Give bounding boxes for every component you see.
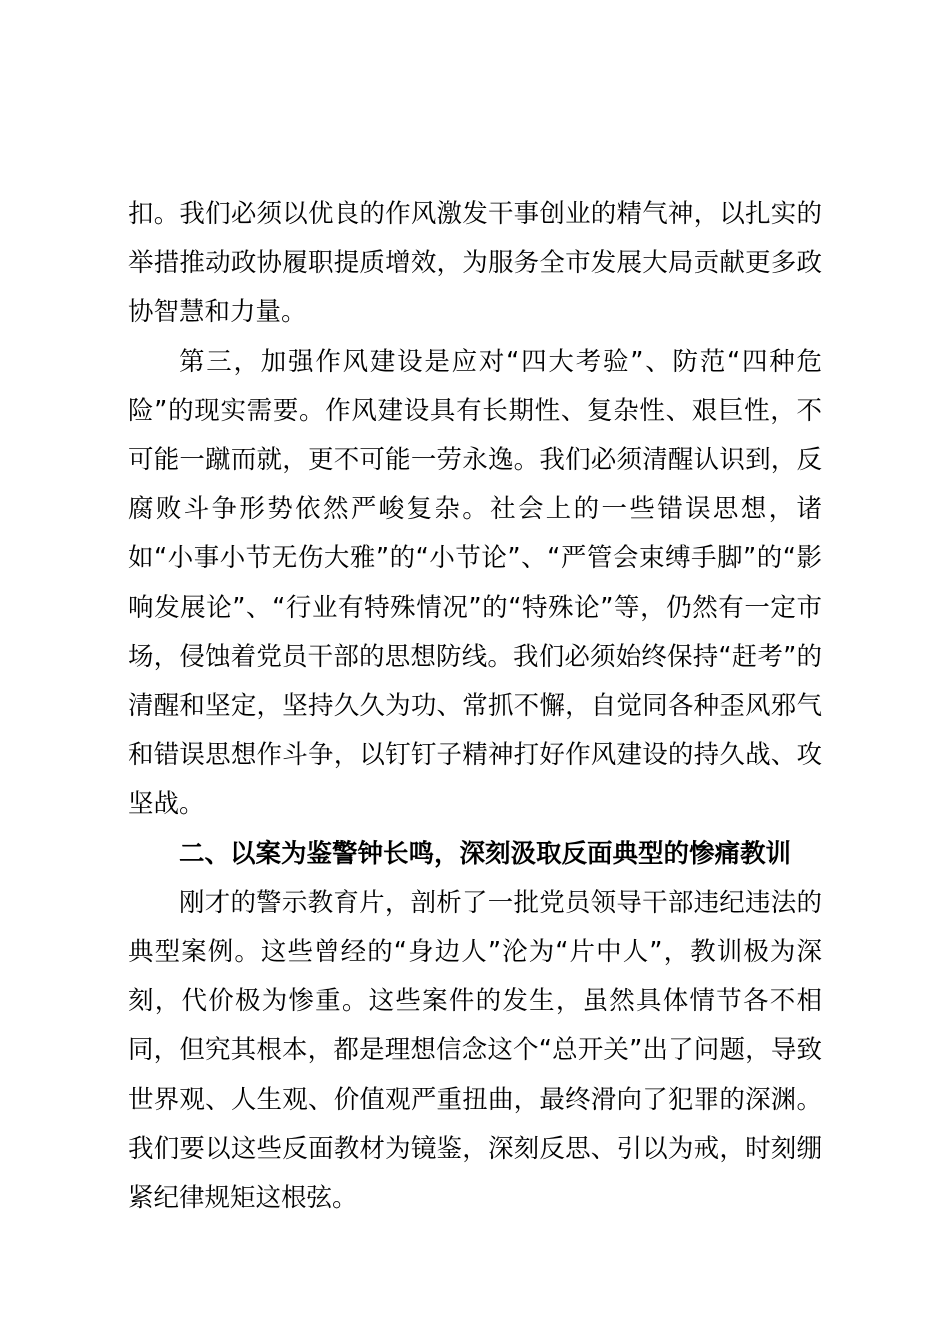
section-heading-2: 二、以案为鉴警钟长鸣，深刻汲取反面典型的惨痛教训 [179,838,792,869]
paragraph-warning-education: 刚才的警示教育片，剖析了一批党员领导干部违纪违法的典型案例。这些曾经的“身边人”沦为“片中人”，教训极为深刻，代价极为惨重。这些案件的发生，虽然具体情节各不相同，但究其根本，都是理想信念这个“总开关”出了问题，导致世界观、人生观、价值观严重扭曲，最终滑向了犯罪的深渊。我们要以这些反面教材为镜鉴，深刻反思、引以为戒，时刻绷紧纪律规矩这根弦。 [128,887,822,1214]
document-body [128,190,822,1223]
paragraph-third-point: 第三，加强作风建设是应对“四大考验”、防范“四种危险”的现实需要。作风建设具有长期性、复杂性、艰巨性，不可能一蹴而就，更不可能一劳永逸。我们必须清醒认识到，反腐败斗争形势依然严峻复杂。社会上的一些错误思想，诸如“小事小节无伤大雅”的“小节论”、“严管会束缚手脚”的“影响发展论”、“行业有特殊情况”的“特殊论”等，仍然有一定市场，侵蚀着党员干部的思想防线。我们必须始终保持“赶考”的清醒和坚定，坚持久久为功、常抓不懈，自觉同各种歪风邪气和错误思想作斗争，以钉钉子精神打好作风建设的持久战、攻坚战。 [128,346,822,820]
paragraph-continuation: 扣。我们必须以优良的作风激发干事创业的精气神，以扎实的举措推动政协履职提质增效，为服务全市发展大局贡献更多政协智慧和力量。 [128,199,822,328]
